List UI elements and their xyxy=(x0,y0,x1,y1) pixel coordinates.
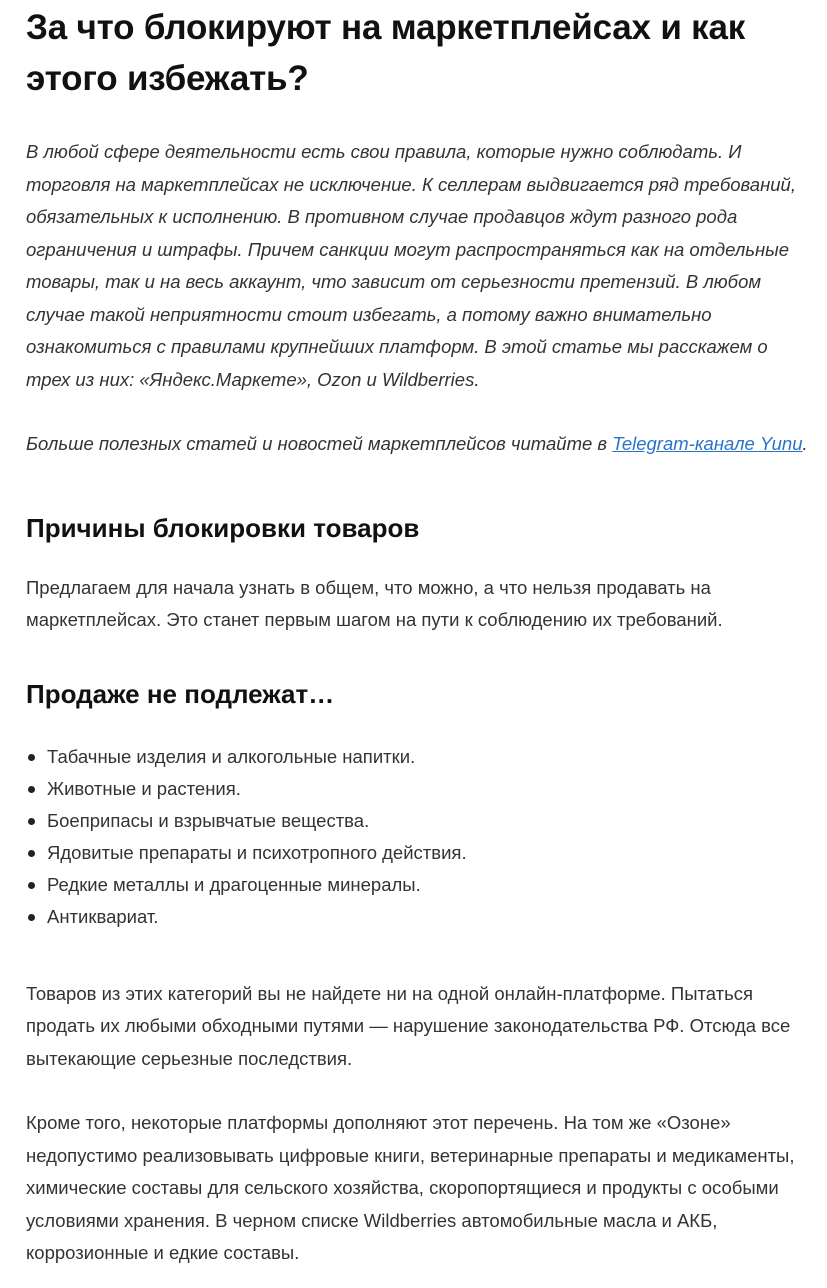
reasons-heading: Причины блокировки товаров xyxy=(26,512,420,543)
forbidden-heading: Продаже не подлежат… xyxy=(26,678,335,709)
telegram-prefix: Больше полезных статей и новостей маркетплейсов читайте в xyxy=(26,433,613,454)
article-title: За что блокируют на маркетплейсах и как этого избежать? xyxy=(26,8,746,98)
bullet-icon xyxy=(28,818,35,825)
bullet-icon xyxy=(28,786,35,793)
bullet-icon xyxy=(28,754,35,761)
list-item-text: Ядовитые препараты и психотропного действия. xyxy=(47,841,467,863)
telegram-paragraph xyxy=(26,428,815,461)
bullet-icon xyxy=(28,914,35,921)
list-item xyxy=(26,869,815,901)
list-item xyxy=(26,837,815,869)
list-item xyxy=(26,773,815,805)
list-item-text: Табачные изделия и алкогольные напитки. xyxy=(47,745,416,767)
forbidden-list xyxy=(26,741,815,933)
list-item xyxy=(26,741,815,773)
list-item-text: Животные и растения. xyxy=(47,777,241,799)
reasons-paragraph: Предлагаем для начала узнать в общем, что можно, а что нельзя продавать на маркетплейсах. Это станет первым шагом на пути к соблюдению их требований. xyxy=(26,576,723,630)
list-item xyxy=(26,901,815,933)
list-item xyxy=(26,805,815,837)
bullet-icon xyxy=(28,882,35,889)
bullet-icon xyxy=(28,850,35,857)
intro-paragraph: В любой сфере деятельности есть свои правила, которые нужно соблюдать. И торговля на маркетплейсах не исключение. К селлерам выдвигается ряд требований, обязательных к исполнению. В противном случае продавцов ждут разного рода ограничения и штрафы. Причем санкции могут распространяться как на отдельные товары, так и на весь аккаунт, что зависит от серьезности претензий. В любом случае такой неприятности стоит избегать, а потому важно внимательно ознакомиться с правилами крупнейших платформ. В этой статье мы расскажем о трех из них: «Яндекс.Маркете», Ozon и Wildberries. xyxy=(26,141,796,390)
list-item-text: Антиквариат. xyxy=(47,905,159,927)
list-item-text: Боеприпасы и взрывчатые вещества. xyxy=(47,809,370,831)
telegram-channel-link[interactable]: Telegram-канале Yunu xyxy=(612,433,803,454)
after-list-paragraph: Товаров из этих категорий вы не найдете ни на одной онлайн-платформе. Пытаться продать их любыми обходными путями — нарушение законодательства РФ. Отсюда все вытекающие серьезные последствия. xyxy=(26,982,791,1069)
besides-paragraph: Кроме того, некоторые платформы дополняют этот перечень. На том же «Озоне» недопустимо реализовывать цифровые книги, ветеринарные препараты и медикаменты, химические составы для сельского хозяйства, скоропортящиеся и продукты с особыми условиями хранения. В черном списке Wildberries автомобильные масла и АКБ, коррозионные и едкие составы. xyxy=(26,1112,795,1263)
list-item-text: Редкие металлы и драгоценные минералы. xyxy=(47,873,421,895)
telegram-suffix: . xyxy=(802,433,808,454)
